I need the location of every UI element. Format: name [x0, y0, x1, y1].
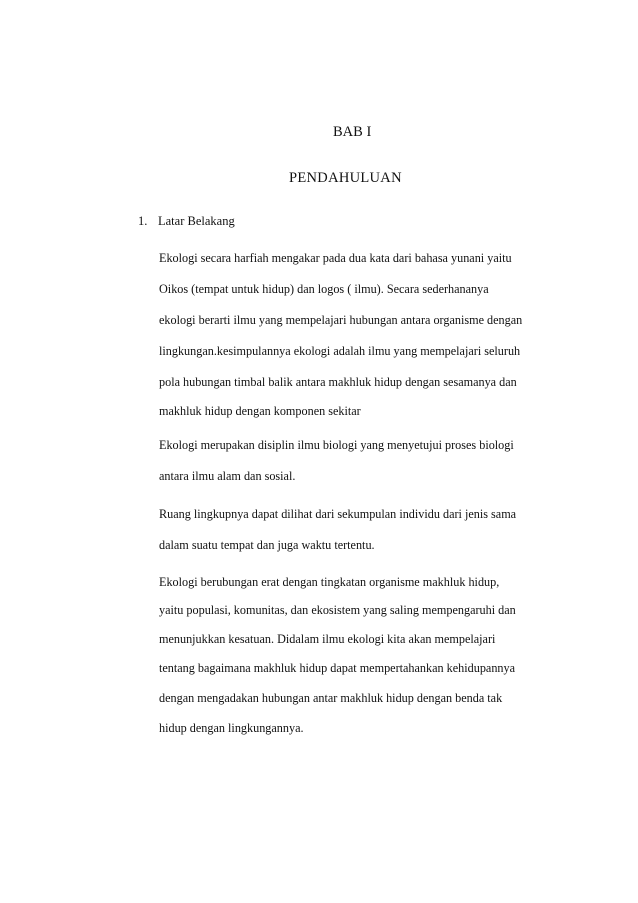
section-title: Latar Belakang [158, 214, 235, 228]
paragraph-line: antara ilmu alam dan sosial. [159, 469, 296, 483]
paragraph-line: dalam suatu tempat dan juga waktu tertentu. [159, 538, 375, 552]
paragraph-line: pola hubungan timbal balik antara makhluk hidup dengan sesamanya dan [159, 375, 517, 389]
paragraph-line: Ekologi secara harfiah mengakar pada dua kata dari bahasa yunani yaitu [159, 251, 512, 265]
paragraph-line: Ekologi berubungan erat dengan tingkatan organisme makhluk hidup, [159, 575, 500, 589]
paragraph-line: tentang bagaimana makhluk hidup dapat mempertahankan kehidupannya [159, 661, 516, 675]
paragraph-line: Oikos (tempat untuk hidup) dan logos ( ilmu). Secara sederhananya [159, 282, 489, 296]
section-number: 1. [138, 214, 148, 228]
paragraph-line: Ekologi merupakan disiplin ilmu biologi yang menyetujui proses biologi [159, 438, 514, 452]
chapter-title: PENDAHULUAN [289, 170, 402, 186]
paragraph-line: yaitu populasi, komunitas, dan ekosistem yang saling mempengaruhi dan [159, 603, 516, 617]
paragraph-line: hidup dengan lingkungannya. [159, 721, 304, 735]
paragraph-line: ekologi berarti ilmu yang mempelajari hubungan antara organisme dengan [159, 313, 523, 327]
paragraph-line: menunjukkan kesatuan. Didalam ilmu ekologi kita akan mempelajari [159, 632, 496, 646]
paragraph-line: dengan mengadakan hubungan antar makhluk hidup dengan benda tak [159, 691, 503, 705]
paragraph-line: Ruang lingkupnya dapat dilihat dari sekumpulan individu dari jenis sama [159, 507, 517, 521]
chapter-number: BAB I [333, 124, 372, 140]
section-heading [138, 213, 235, 229]
paragraph-line: makhluk hidup dengan komponen sekitar [159, 404, 361, 418]
paragraph-line: lingkungan.kesimpulannya ekologi adalah ilmu yang mempelajari seluruh [159, 344, 521, 358]
